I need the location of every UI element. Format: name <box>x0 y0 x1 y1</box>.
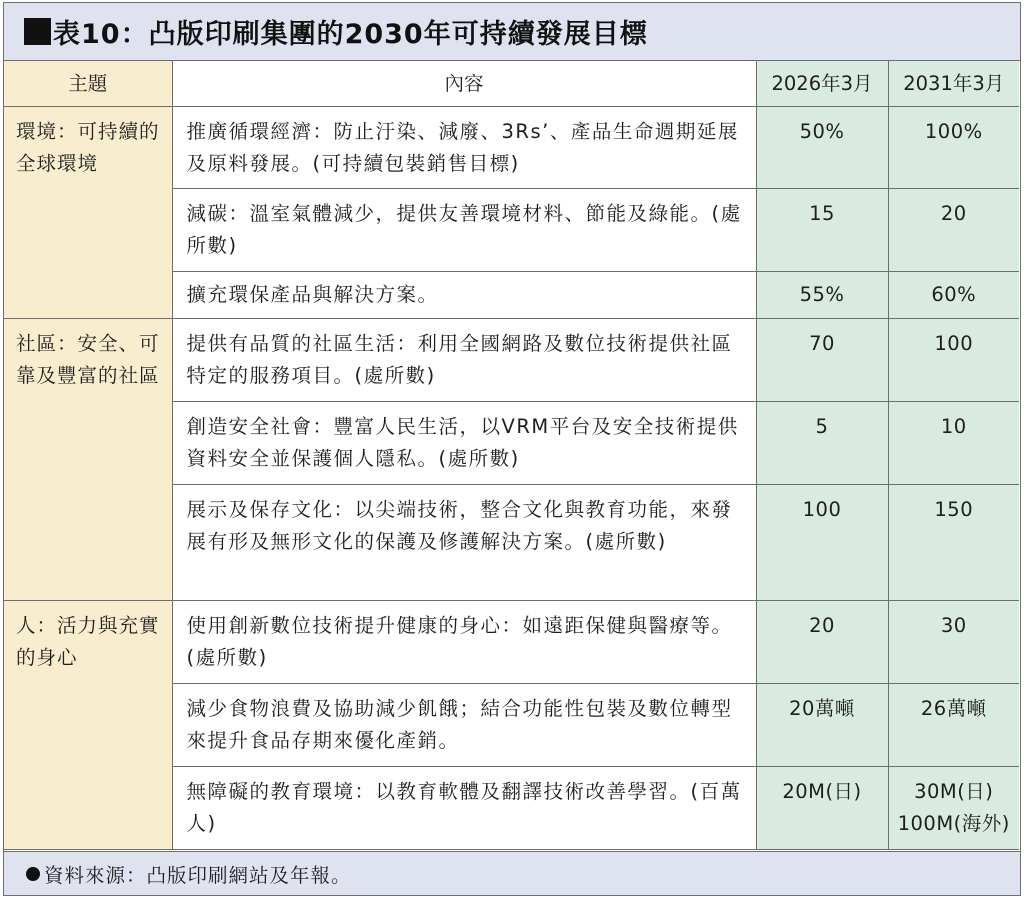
table-frame <box>3 2 1021 896</box>
topic-cell: 人：活力與充實的身心 <box>4 601 172 850</box>
value-2031-cell: 150 <box>888 485 1019 601</box>
value-2026-cell: 20萬噸 <box>756 684 888 767</box>
topic-cell: 環境：可持續的全球環境 <box>4 107 172 319</box>
content-cell: 減碳：溫室氣體減少，提供友善環境材料、節能及綠能。(處所數) <box>172 189 756 272</box>
table-row <box>4 601 1019 684</box>
value-2026-cell: 55% <box>756 272 888 319</box>
table-title: 表10：凸版印刷集團的2030年可持續發展目標 <box>53 19 648 50</box>
content-cell: 展示及保存文化：以尖端技術，整合文化與教育功能，來發展有形及無形文化的保護及修護解決方案。(處所數) <box>172 485 756 601</box>
black-square-icon <box>24 18 51 45</box>
content-cell: 創造安全社會：豐富人民生活，以VRM平台及安全技術提供資料安全並保護個人隱私。(處所數) <box>172 402 756 485</box>
value-2026-cell: 5 <box>756 402 888 485</box>
content-cell: 提供有品質的社區生活：利用全國網路及數位技術提供社區特定的服務項目。(處所數) <box>172 319 756 402</box>
header-2026: 2026年3月 <box>756 61 888 107</box>
value-2031-cell: 100% <box>888 107 1019 189</box>
header-topic: 主題 <box>4 61 172 107</box>
value-2031-cell: 26萬噸 <box>888 684 1019 767</box>
content-cell: 使用創新數位技術提升健康的身心：如遠距保健與醫療等。(處所數) <box>172 601 756 684</box>
value-2026-cell: 100 <box>756 485 888 601</box>
value-2031-cell: 10 <box>888 402 1019 485</box>
table-row <box>4 319 1019 402</box>
value-2026-cell: 70 <box>756 319 888 402</box>
value-2031-cell: 60% <box>888 272 1019 319</box>
value-2026-cell: 50% <box>756 107 888 189</box>
topic-cell: 社區：安全、可靠及豐富的社區 <box>4 319 172 601</box>
content-cell: 無障礙的教育環境：以教育軟體及翻譯技術改善學習。(百萬人) <box>172 767 756 850</box>
value-2031-line2: 100M(海外) <box>897 812 1010 835</box>
value-2026-cell: 20M(日) <box>756 767 888 850</box>
content-cell: 擴充環保產品與解決方案。 <box>172 272 756 319</box>
value-2026-cell: 20 <box>756 601 888 684</box>
header-content: 內容 <box>172 61 756 107</box>
header-2031: 2031年3月 <box>888 61 1019 107</box>
value-2031-line1: 30M(日) <box>914 780 994 803</box>
value-2031-cell: 30 <box>888 601 1019 684</box>
value-2031-cell: 100 <box>888 319 1019 402</box>
value-2031-cell <box>888 767 1019 850</box>
goals-table <box>4 61 1019 850</box>
source-footer <box>4 851 1020 895</box>
table-row <box>4 107 1019 189</box>
content-cell: 推廣循環經濟：防止汙染、減廢、3Rs’、產品生命週期延展及原料發展。(可持續包裝銷售目標) <box>172 107 756 189</box>
value-2031-cell: 20 <box>888 189 1019 272</box>
header-row <box>4 61 1019 107</box>
value-2026-cell: 15 <box>756 189 888 272</box>
bullet-dot-icon <box>26 867 40 881</box>
title-bar <box>4 3 1020 61</box>
content-cell: 減少食物浪費及協助減少飢餓；結合功能性包裝及數位轉型來提升食品存期來優化產銷。 <box>172 684 756 767</box>
source-text: 資料來源：凸版印刷網站及年報。 <box>44 863 352 887</box>
